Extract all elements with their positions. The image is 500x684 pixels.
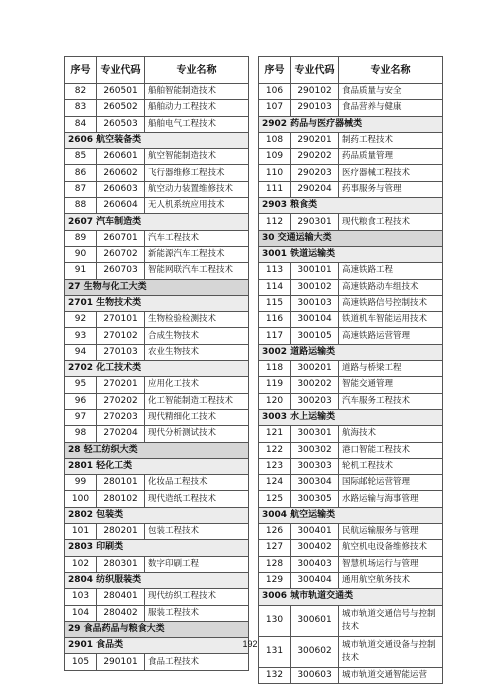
- code-cell: 260604: [97, 198, 145, 214]
- name-cell: 新能源汽车工程技术: [145, 246, 249, 262]
- seq-cell: 91: [65, 263, 97, 279]
- code-cell: 260702: [97, 246, 145, 262]
- seq-cell: 99: [65, 475, 97, 491]
- seq-cell: 110: [259, 165, 291, 181]
- subcategory-row: [259, 246, 443, 262]
- code-cell: 300601: [291, 605, 339, 636]
- name-cell: 港口智能工程技术: [339, 442, 443, 458]
- code-cell: 300301: [291, 426, 339, 442]
- table-row: [65, 116, 249, 132]
- code-cell: 300401: [291, 524, 339, 540]
- code-cell: 260701: [97, 230, 145, 246]
- major-category-label: 28 轻工纺织大类: [65, 442, 249, 458]
- subcategory-row: [259, 409, 443, 425]
- name-cell: 航空机电设备维修技术: [339, 540, 443, 556]
- table-header-row: [259, 57, 443, 84]
- subcategory-row: [259, 116, 443, 132]
- name-cell: 食品营养与健康: [339, 100, 443, 116]
- name-cell: 智能网联汽车工程技术: [145, 263, 249, 279]
- name-cell: 现代粮食工程技术: [339, 214, 443, 230]
- subcategory-row: [65, 295, 249, 311]
- seq-cell: 115: [259, 295, 291, 311]
- table-row: [259, 181, 443, 197]
- code-cell: 300102: [291, 279, 339, 295]
- name-cell: 食品工程技术: [145, 654, 249, 670]
- major-category-row: [259, 230, 443, 246]
- code-cell: 270202: [97, 393, 145, 409]
- code-cell: 300603: [291, 667, 339, 683]
- table-row: [65, 589, 249, 605]
- table-row: [259, 84, 443, 100]
- seq-cell: 121: [259, 426, 291, 442]
- seq-cell: 97: [65, 409, 97, 425]
- seq-cell: 88: [65, 198, 97, 214]
- header-seq: 序号: [259, 57, 291, 84]
- subcategory-label: 3002 道路运输类: [259, 344, 443, 360]
- code-cell: 260602: [97, 165, 145, 181]
- table-row: [259, 100, 443, 116]
- name-cell: 生物检验检测技术: [145, 312, 249, 328]
- seq-cell: 131: [259, 636, 291, 667]
- name-cell: 化妆品工程技术: [145, 475, 249, 491]
- name-cell: 智慧机场运行与管理: [339, 556, 443, 572]
- seq-cell: 127: [259, 540, 291, 556]
- name-cell: 航空动力装置维修技术: [145, 181, 249, 197]
- table-row: [259, 605, 443, 636]
- name-cell: 制药工程技术: [339, 132, 443, 148]
- seq-cell: 119: [259, 377, 291, 393]
- seq-cell: 112: [259, 214, 291, 230]
- name-cell: 高速铁路工程: [339, 263, 443, 279]
- seq-cell: 108: [259, 132, 291, 148]
- major-category-label: 27 生物与化工大类: [65, 279, 249, 295]
- name-cell: 航空智能制造技术: [145, 149, 249, 165]
- subcategory-row: [65, 361, 249, 377]
- header-seq: 序号: [65, 57, 97, 84]
- subcategory-label: 3001 铁道运输类: [259, 246, 443, 262]
- seq-cell: 102: [65, 556, 97, 572]
- table-row: [259, 572, 443, 588]
- seq-cell: 113: [259, 263, 291, 279]
- table-row: [259, 279, 443, 295]
- table-row: [259, 667, 443, 683]
- table-row: [259, 149, 443, 165]
- subcategory-label: 2801 轻化工类: [65, 458, 249, 474]
- name-cell: 通用航空航务技术: [339, 572, 443, 588]
- table-row: [259, 458, 443, 474]
- program-table-left-body: [65, 57, 249, 671]
- table-row: [259, 295, 443, 311]
- seq-cell: 125: [259, 491, 291, 507]
- code-cell: 270203: [97, 409, 145, 425]
- seq-cell: 132: [259, 667, 291, 683]
- code-cell: 260502: [97, 100, 145, 116]
- major-category-row: [65, 279, 249, 295]
- table-row: [259, 393, 443, 409]
- code-cell: 280301: [97, 556, 145, 572]
- code-cell: 270101: [97, 312, 145, 328]
- subcategory-label: 2804 纺织服装类: [65, 572, 249, 588]
- table-row: [65, 393, 249, 409]
- name-cell: 智能交通管理: [339, 377, 443, 393]
- seq-cell: 107: [259, 100, 291, 116]
- subcategory-label: 3006 城市轨道交通类: [259, 589, 443, 605]
- seq-cell: 118: [259, 361, 291, 377]
- subcategory-row: [65, 540, 249, 556]
- name-cell: 船舶电气工程技术: [145, 116, 249, 132]
- table-row: [65, 475, 249, 491]
- header-code: 专业代码: [97, 57, 145, 84]
- seq-cell: 109: [259, 149, 291, 165]
- program-table-right: [258, 56, 443, 684]
- table-row: [259, 540, 443, 556]
- code-cell: 290204: [291, 181, 339, 197]
- table-row: [65, 230, 249, 246]
- code-cell: 290201: [291, 132, 339, 148]
- table-row: [259, 475, 443, 491]
- name-cell: 无人机系统应用技术: [145, 198, 249, 214]
- table-row: [259, 263, 443, 279]
- name-cell: 国际邮轮运营管理: [339, 475, 443, 491]
- code-cell: 280101: [97, 475, 145, 491]
- seq-cell: 117: [259, 328, 291, 344]
- name-cell: 药品质量管理: [339, 149, 443, 165]
- subcategory-row: [65, 572, 249, 588]
- table-row: [65, 312, 249, 328]
- code-cell: 300103: [291, 295, 339, 311]
- name-cell: 民航运输服务与管理: [339, 524, 443, 540]
- name-cell: 包装工程技术: [145, 524, 249, 540]
- code-cell: 260501: [97, 84, 145, 100]
- header-code: 专业代码: [291, 57, 339, 84]
- name-cell: 汽车工程技术: [145, 230, 249, 246]
- major-category-label: 30 交通运输大类: [259, 230, 443, 246]
- subcategory-label: 2701 生物技术类: [65, 295, 249, 311]
- subcategory-label: 3003 水上运输类: [259, 409, 443, 425]
- code-cell: 280201: [97, 524, 145, 540]
- subcategory-label: 2802 包装类: [65, 507, 249, 523]
- header-name: 专业名称: [145, 57, 249, 84]
- code-cell: 290202: [291, 149, 339, 165]
- page-number: 192: [242, 639, 258, 649]
- seq-cell: 90: [65, 246, 97, 262]
- major-category-row: [65, 621, 249, 637]
- name-cell: 高速铁路动车组技术: [339, 279, 443, 295]
- code-cell: 300203: [291, 393, 339, 409]
- code-cell: 300104: [291, 312, 339, 328]
- name-cell: 高速铁路运营管理: [339, 328, 443, 344]
- table-row: [259, 328, 443, 344]
- major-category-label: 29 食品药品与粮食大类: [65, 621, 249, 637]
- table-row: [65, 344, 249, 360]
- seq-cell: 128: [259, 556, 291, 572]
- name-cell: 服装工程技术: [145, 605, 249, 621]
- seq-cell: 83: [65, 100, 97, 116]
- subcategory-label: 2803 印刷类: [65, 540, 249, 556]
- table-row: [65, 198, 249, 214]
- name-cell: 食品质量与安全: [339, 84, 443, 100]
- subcategory-label: 2702 化工技术类: [65, 361, 249, 377]
- code-cell: 260503: [97, 116, 145, 132]
- code-cell: 300303: [291, 458, 339, 474]
- subcategory-label: 3004 航空运输类: [259, 507, 443, 523]
- table-row: [65, 491, 249, 507]
- table-row: [65, 246, 249, 262]
- code-cell: 290102: [291, 84, 339, 100]
- seq-cell: 126: [259, 524, 291, 540]
- table-row: [65, 84, 249, 100]
- seq-cell: 84: [65, 116, 97, 132]
- table-row: [65, 263, 249, 279]
- code-cell: 260601: [97, 149, 145, 165]
- name-cell: 城市轨道交通信号与控制技术: [339, 605, 443, 636]
- code-cell: 280402: [97, 605, 145, 621]
- subcategory-row: [259, 589, 443, 605]
- subcategory-label: 2903 粮食类: [259, 198, 443, 214]
- code-cell: 300402: [291, 540, 339, 556]
- seq-cell: 95: [65, 377, 97, 393]
- header-name: 专业名称: [339, 57, 443, 84]
- code-cell: 280401: [97, 589, 145, 605]
- table-row: [65, 556, 249, 572]
- code-cell: 270103: [97, 344, 145, 360]
- subcategory-label: 2901 食品类: [65, 638, 249, 654]
- name-cell: 铁道机车智能运用技术: [339, 312, 443, 328]
- name-cell: 化工智能制造工程技术: [145, 393, 249, 409]
- name-cell: 高速铁路信号控制技术: [339, 295, 443, 311]
- table-row: [259, 491, 443, 507]
- code-cell: 300201: [291, 361, 339, 377]
- subcategory-row: [65, 214, 249, 230]
- name-cell: 农业生物技术: [145, 344, 249, 360]
- code-cell: 290301: [291, 214, 339, 230]
- major-category-row: [65, 442, 249, 458]
- seq-cell: 114: [259, 279, 291, 295]
- program-table-left: [64, 56, 249, 671]
- subcategory-label: 2607 汽车制造类: [65, 214, 249, 230]
- seq-cell: 122: [259, 442, 291, 458]
- table-row: [65, 654, 249, 670]
- code-cell: 260603: [97, 181, 145, 197]
- seq-cell: 104: [65, 605, 97, 621]
- code-cell: 290203: [291, 165, 339, 181]
- seq-cell: 111: [259, 181, 291, 197]
- table-row: [259, 312, 443, 328]
- subcategory-row: [65, 132, 249, 148]
- code-cell: 290101: [97, 654, 145, 670]
- name-cell: 水路运输与海事管理: [339, 491, 443, 507]
- code-cell: 300304: [291, 475, 339, 491]
- table-row: [259, 556, 443, 572]
- seq-cell: 85: [65, 149, 97, 165]
- seq-cell: 105: [65, 654, 97, 670]
- subcategory-row: [65, 507, 249, 523]
- code-cell: 300202: [291, 377, 339, 393]
- name-cell: 城市轨道交通智能运营: [339, 667, 443, 683]
- seq-cell: 100: [65, 491, 97, 507]
- table-row: [65, 605, 249, 621]
- table-row: [259, 442, 443, 458]
- code-cell: 300403: [291, 556, 339, 572]
- table-row: [259, 214, 443, 230]
- code-cell: 260703: [97, 263, 145, 279]
- subcategory-row: [65, 458, 249, 474]
- seq-cell: 94: [65, 344, 97, 360]
- name-cell: 汽车服务工程技术: [339, 393, 443, 409]
- seq-cell: 103: [65, 589, 97, 605]
- code-cell: 290103: [291, 100, 339, 116]
- table-row: [259, 361, 443, 377]
- seq-cell: 106: [259, 84, 291, 100]
- table-row: [259, 165, 443, 181]
- subcategory-label: 2606 航空装备类: [65, 132, 249, 148]
- table-row: [65, 409, 249, 425]
- seq-cell: 116: [259, 312, 291, 328]
- seq-cell: 92: [65, 312, 97, 328]
- code-cell: 300404: [291, 572, 339, 588]
- seq-cell: 86: [65, 165, 97, 181]
- name-cell: 现代纺织工程技术: [145, 589, 249, 605]
- table-row: [65, 100, 249, 116]
- subcategory-row: [259, 507, 443, 523]
- name-cell: 道路与桥梁工程: [339, 361, 443, 377]
- code-cell: 270204: [97, 426, 145, 442]
- seq-cell: 120: [259, 393, 291, 409]
- table-row: [65, 165, 249, 181]
- code-cell: 300602: [291, 636, 339, 667]
- seq-cell: 82: [65, 84, 97, 100]
- code-cell: 300105: [291, 328, 339, 344]
- name-cell: 飞行器维修工程技术: [145, 165, 249, 181]
- table-row: [259, 132, 443, 148]
- table-row: [259, 377, 443, 393]
- seq-cell: 87: [65, 181, 97, 197]
- code-cell: 300305: [291, 491, 339, 507]
- table-row: [65, 377, 249, 393]
- code-cell: 280102: [97, 491, 145, 507]
- name-cell: 数字印刷工程: [145, 556, 249, 572]
- seq-cell: 130: [259, 605, 291, 636]
- seq-cell: 98: [65, 426, 97, 442]
- subcategory-row: [259, 344, 443, 360]
- program-table-right-body: [259, 57, 443, 684]
- table-row: [65, 524, 249, 540]
- code-cell: 300101: [291, 263, 339, 279]
- name-cell: 船舶动力工程技术: [145, 100, 249, 116]
- subcategory-label: 2902 药品与医疗器械类: [259, 116, 443, 132]
- table-row: [259, 524, 443, 540]
- name-cell: 现代造纸工程技术: [145, 491, 249, 507]
- seq-cell: 124: [259, 475, 291, 491]
- seq-cell: 96: [65, 393, 97, 409]
- table-row: [259, 426, 443, 442]
- seq-cell: 89: [65, 230, 97, 246]
- name-cell: 现代分析测试技术: [145, 426, 249, 442]
- name-cell: 航海技术: [339, 426, 443, 442]
- code-cell: 300302: [291, 442, 339, 458]
- name-cell: 合成生物技术: [145, 328, 249, 344]
- seq-cell: 93: [65, 328, 97, 344]
- name-cell: 应用化工技术: [145, 377, 249, 393]
- name-cell: 船舶智能制造技术: [145, 84, 249, 100]
- code-cell: 270201: [97, 377, 145, 393]
- seq-cell: 129: [259, 572, 291, 588]
- name-cell: 城市轨道交通设备与控制技术: [339, 636, 443, 667]
- name-cell: 轮机工程技术: [339, 458, 443, 474]
- table-row: [65, 149, 249, 165]
- table-row: [65, 426, 249, 442]
- table-row: [65, 181, 249, 197]
- seq-cell: 101: [65, 524, 97, 540]
- subcategory-row: [259, 198, 443, 214]
- code-cell: 270102: [97, 328, 145, 344]
- name-cell: 现代精细化工技术: [145, 409, 249, 425]
- seq-cell: 123: [259, 458, 291, 474]
- name-cell: 药事服务与管理: [339, 181, 443, 197]
- name-cell: 医疗器械工程技术: [339, 165, 443, 181]
- table-header-row: [65, 57, 249, 84]
- table-row: [65, 328, 249, 344]
